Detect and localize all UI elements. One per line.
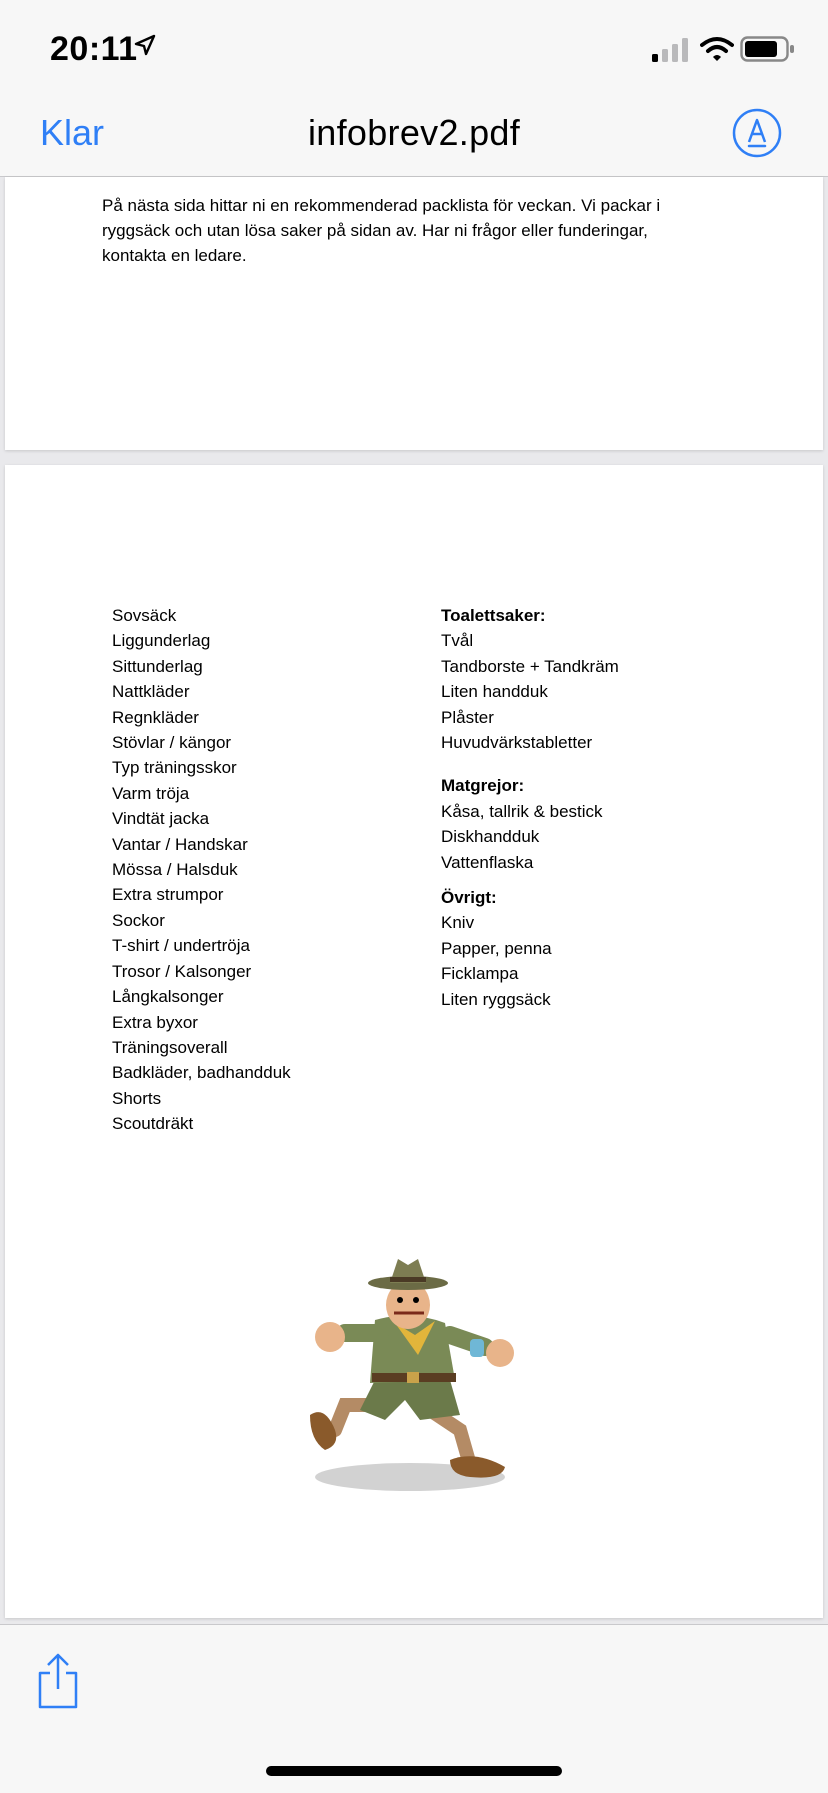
list-item: Tvål xyxy=(441,631,474,651)
home-indicator[interactable] xyxy=(266,1766,562,1776)
spacer xyxy=(441,875,619,885)
done-button[interactable]: Klar xyxy=(40,112,105,153)
spacer xyxy=(441,755,619,773)
wifi-icon xyxy=(700,36,734,62)
other-heading: Övrigt: xyxy=(441,888,497,908)
list-item: Sittunderlag xyxy=(112,656,203,676)
list-item: Vantar / Handskar xyxy=(112,834,248,854)
status-time: 20:11 xyxy=(50,30,138,68)
share-icon[interactable] xyxy=(36,1653,80,1709)
list-item: Kniv xyxy=(441,913,475,933)
status-bar xyxy=(0,0,828,94)
pdf-page-1 xyxy=(5,177,823,450)
list-item: Shorts xyxy=(112,1088,162,1108)
intro-line: På nästa sida hittar ni en rekommenderad packlista för veckan. Vi packar i xyxy=(102,196,661,215)
list-item: Vattenflaska xyxy=(441,852,534,872)
list-item: T-shirt / undertröja xyxy=(112,936,250,956)
list-item: Långkalsonger xyxy=(112,987,224,1007)
list-item: Mössa / Halsduk xyxy=(112,860,238,880)
bottom-toolbar xyxy=(0,1624,828,1793)
dishes-heading: Matgrejor: xyxy=(441,776,525,796)
cellular-signal-icon xyxy=(652,38,690,62)
navigation-bar xyxy=(0,94,828,177)
list-item: Tandborste + Tandkräm xyxy=(441,656,619,676)
toilet-list xyxy=(441,628,619,755)
location-arrow-icon xyxy=(134,34,156,56)
list-item: Badkläder, badhandduk xyxy=(112,1063,291,1083)
list-item: Sovsäck xyxy=(112,606,177,625)
list-item: Varm tröja xyxy=(112,783,190,803)
list-item: Träningsoverall xyxy=(112,1037,228,1057)
list-item: Sockor xyxy=(112,910,165,930)
list-item: Typ träningsskor xyxy=(112,758,237,778)
list-item: Stövlar / kängor xyxy=(112,733,232,753)
list-item: Extra strumpor xyxy=(112,885,224,905)
list-item: Papper, penna xyxy=(441,938,552,958)
list-item: Huvudvärkstabletter xyxy=(441,733,593,753)
intro-line: kontakta en ledare. xyxy=(102,246,247,265)
dishes-list xyxy=(441,799,619,875)
markup-pen-icon[interactable] xyxy=(732,108,782,158)
list-item: Regnkläder xyxy=(112,707,199,727)
list-item: Vindtät jacka xyxy=(112,809,210,829)
intro-paragraph xyxy=(102,193,702,268)
packlist-other-column xyxy=(441,603,619,1012)
toilet-heading: Toalettsaker: xyxy=(441,606,546,625)
other-list xyxy=(441,910,619,1012)
intro-line: ryggsäck och utan lösa saker på sidan av. Har ni frågor eller funderingar, xyxy=(102,221,648,240)
list-item: Liten ryggsäck xyxy=(441,989,551,1009)
pdf-page-2 xyxy=(5,465,823,1618)
list-item: Extra byxor xyxy=(112,1012,198,1032)
list-item: Scoutdräkt xyxy=(112,1114,194,1134)
list-item: Trosor / Kalsonger xyxy=(112,961,252,981)
packlist-clothing-column xyxy=(112,603,291,1137)
list-item: Kåsa, tallrik & bestick xyxy=(441,801,603,821)
battery-icon xyxy=(740,36,796,62)
list-item: Ficklampa xyxy=(441,964,519,984)
list-item: Nattkläder xyxy=(112,682,190,702)
list-item: Liten handduk xyxy=(441,682,548,702)
scout-leader-illustration xyxy=(290,1255,540,1505)
list-item: Plåster xyxy=(441,707,494,727)
list-item: Diskhandduk xyxy=(441,827,540,847)
document-title: infobrev2.pdf xyxy=(307,112,521,153)
list-item: Liggunderlag xyxy=(112,631,211,651)
